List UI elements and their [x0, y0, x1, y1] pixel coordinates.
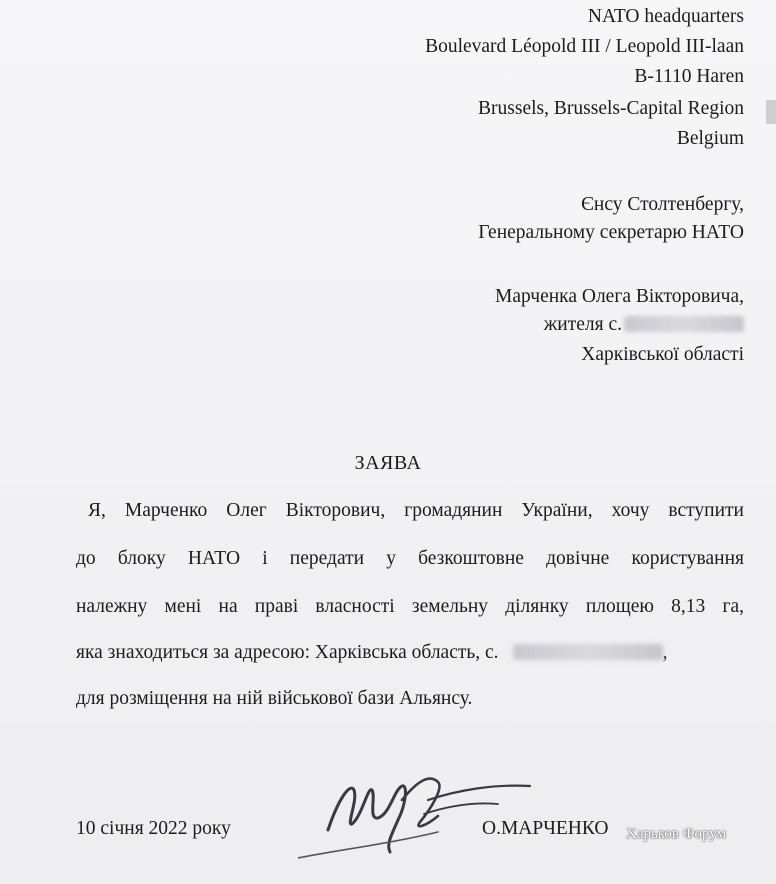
document-date: 10 січня 2022 року — [76, 818, 231, 839]
sender-line-3: Харківської області — [581, 344, 744, 365]
address-line-4: Brussels, Brussels-Capital Region — [478, 98, 744, 119]
body-line-5: для розміщення на ній військової бази Альянсу. — [76, 688, 473, 709]
sender-line-2 — [544, 312, 744, 338]
body-line-1: Я, Марченко Олег Вікторович, громадянин України, хочу вступити — [88, 500, 744, 521]
redacted-village-name — [624, 316, 744, 332]
redacted-address — [513, 644, 663, 660]
address-line-5: Belgium — [676, 128, 744, 149]
document-title: ЗАЯВА — [354, 452, 422, 474]
sender-village-label: жителя с. — [543, 314, 622, 335]
page-edge-artifact — [766, 100, 776, 124]
signer-name: О.МАРЧЕНКО — [482, 818, 609, 839]
body-line-4 — [76, 640, 667, 666]
sender-line-1: Марченка Олега Вікторовича, — [495, 286, 744, 307]
address-line-2: Boulevard Léopold III / Leopold III-laan — [425, 36, 744, 57]
site-watermark: Харьков Форум — [626, 826, 727, 842]
address-line-3: B-1110 Haren — [634, 66, 744, 87]
body-line-3: належну мені на праві власності земельну ділянку площею 8,13 га, — [76, 596, 744, 617]
address-line-1: NATO headquarters — [587, 6, 744, 27]
body-line-2: до блоку НАТО і передати у безкоштовне довічне користування — [76, 548, 744, 569]
recipient-line-2: Генеральному секретарю НАТО — [478, 222, 744, 243]
body-line-4-text: яка знаходиться за адресою: Харківська область, с. — [76, 642, 499, 663]
handwritten-signature — [298, 760, 548, 870]
body-line-4-end: , — [662, 642, 668, 663]
recipient-line-1: Єнсу Столтенбергу, — [581, 194, 744, 215]
